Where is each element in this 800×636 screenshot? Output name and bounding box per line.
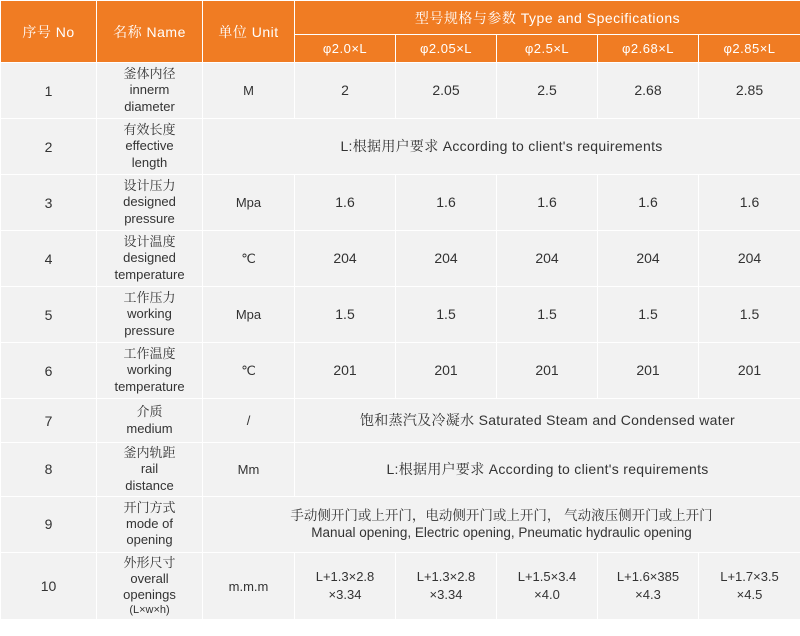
row-value-line-1: L+1.3×2.8 [416,568,476,584]
header-model-3: φ2.5×L [497,35,598,63]
row-value: 201 [598,343,699,399]
row-name-cn: 工作压力 [123,290,176,306]
row-name-en-1: designed [123,194,176,210]
row-name-en-1: mode of [126,516,173,532]
row-unit: Mpa [203,175,295,231]
row-value: 204 [598,231,699,287]
row-name-cn: 工作温度 [123,346,176,362]
table-row [1,287,800,343]
row-value-line-2: ×3.34 [328,587,362,602]
row-name [97,231,203,287]
row-name [97,496,203,552]
row-name-en-2: length [131,154,168,170]
row-value: 1.5 [598,287,699,343]
row-value: 1.6 [598,175,699,231]
row-name-en-1: innerm [129,82,170,98]
row-name-en-2: pressure [124,322,175,338]
row-value-line-2: ×4.3 [635,587,661,602]
row-name-en-1: effective [125,138,174,154]
row-value [598,552,699,620]
row-merged-value: L:根据用户要求 According to client's requirements [295,443,800,497]
row-value [699,552,800,620]
row-name [97,552,203,620]
header-unit: 单位 Unit [203,1,295,63]
row-name-en-2: diameter [124,98,175,114]
row-name [97,343,203,399]
row-name-cn: 外形尺寸 [123,554,176,570]
row-unit: M [203,63,295,119]
row-unit: / [203,399,295,443]
row-value: 204 [295,231,396,287]
row-value: 1.5 [396,287,497,343]
header-no: 序号 No [1,1,97,63]
row-name-cn: 有效长度 [123,122,176,138]
row-no: 9 [1,496,97,552]
header-model-2: φ2.05×L [396,35,497,63]
header-model-4: φ2.68×L [598,35,699,63]
row-name-cn: 设计压力 [123,178,176,194]
row-value: 2.68 [598,63,699,119]
table-row [1,63,800,119]
row-name-en-1: designed [123,250,176,266]
row-value [497,552,598,620]
row-value: 204 [497,231,598,287]
row-unit: Mm [203,443,295,497]
row-merged-value: L:根据用户要求 According to client's requirements [203,119,800,175]
table-row [1,552,800,620]
row-name-en-2: pressure [124,210,175,226]
table-row [1,399,800,443]
table-row [1,231,800,287]
row-name-en-1: medium [126,420,173,436]
table-row [1,343,800,399]
row-name-en-1: working [127,306,172,322]
row-value: 204 [396,231,497,287]
table-header-row-main [1,1,800,35]
row-unit: ℃ [203,343,295,399]
row-value: 1.5 [497,287,598,343]
row-name-en-3: (L×w×h) [129,603,170,616]
header-spec-group: 型号规格与参数 Type and Specifications [295,1,800,35]
row-name [97,63,203,119]
row-value-line-2: ×4.5 [736,587,763,602]
row-name [97,399,203,443]
row-name-en-2: opening [126,532,173,548]
row-name-cn: 设计温度 [123,234,176,250]
row-value-line-1: L+1.7×3.5 [720,568,779,584]
row-name-en-2: temperature [114,378,185,394]
row-name-cn: 釜内轨距 [123,445,176,460]
row-merged-line-1: 手动侧开门或上开门，电动侧开门或上开门， 气动液压侧开门或上开门 [290,507,713,523]
row-unit: ℃ [203,231,295,287]
row-no: 6 [1,343,97,399]
table-row [1,496,800,552]
row-value: 1.5 [699,287,800,343]
row-unit: Mpa [203,287,295,343]
row-value: 1.5 [295,287,396,343]
row-value: 2.05 [396,63,497,119]
row-name-en-1: rail [140,461,159,477]
row-name-cn: 介质 [136,404,163,420]
row-value: 1.6 [295,175,396,231]
row-no: 7 [1,399,97,443]
row-no: 1 [1,63,97,119]
row-merged-line-2: Manual opening, Electric opening, Pneumatic hydraulic opening [311,525,692,541]
row-name-en-2: temperature [114,266,185,282]
row-no: 8 [1,443,97,497]
row-no: 4 [1,231,97,287]
row-value: 201 [396,343,497,399]
row-name-en-1: overall [130,571,169,586]
row-name-en-1: working [127,362,172,378]
row-value-line-1: L+1.5×3.4 [517,568,577,584]
table-row [1,119,800,175]
table-row [1,443,800,497]
row-value: 1.6 [396,175,497,231]
row-name [97,119,203,175]
row-value: 2.5 [497,63,598,119]
row-value: 204 [699,231,800,287]
row-value [295,552,396,620]
row-value-line-2: ×3.34 [429,587,463,602]
header-name: 名称 Name [97,1,203,63]
header-model-1: φ2.0×L [295,35,396,63]
row-name-en-2: openings [123,587,176,603]
row-value: 201 [295,343,396,399]
row-name-cn: 釜体内径 [123,66,176,82]
row-value: 2.85 [699,63,800,119]
row-merged-value [203,496,800,552]
row-value-line-1: L+1.6×385 [616,568,680,584]
row-name [97,287,203,343]
row-name [97,443,203,497]
row-name [97,175,203,231]
row-value: 1.6 [699,175,800,231]
row-name-cn: 开门方式 [123,499,176,515]
row-name-en-2: distance [125,477,174,493]
row-value: 201 [497,343,598,399]
row-merged-value: 饱和蒸汽及冷凝水 Saturated Steam and Condensed water [295,399,800,443]
row-value-line-2: ×4.0 [534,587,560,602]
row-no: 10 [1,552,97,620]
row-no: 3 [1,175,97,231]
row-value: 201 [699,343,800,399]
row-value-line-1: L+1.3×2.8 [315,568,375,584]
header-model-5: φ2.85×L [699,35,800,63]
row-value [396,552,497,620]
row-value: 1.6 [497,175,598,231]
row-no: 2 [1,119,97,175]
table-row [1,175,800,231]
row-no: 5 [1,287,97,343]
row-value: 2 [295,63,396,119]
row-unit: m.m.m [203,552,295,620]
